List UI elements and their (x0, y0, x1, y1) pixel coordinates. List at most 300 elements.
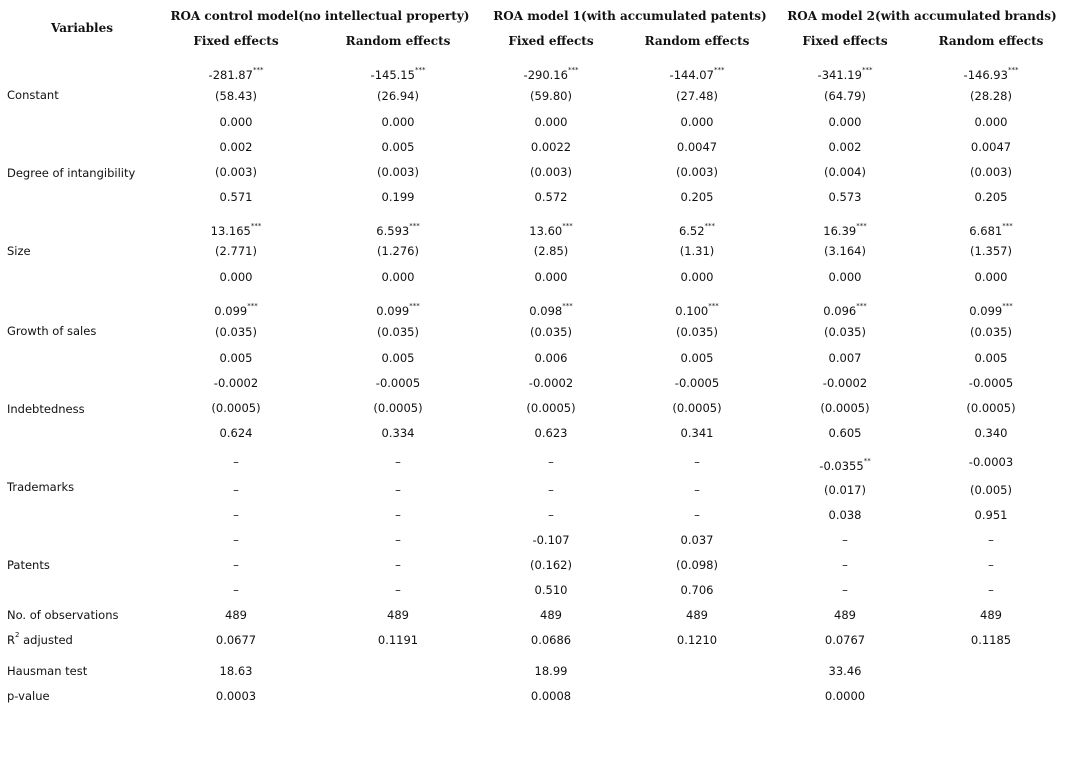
table-cell (395, 533, 401, 547)
table-cell (233, 455, 239, 469)
table-cell-text: 0.0047 (970, 140, 1012, 154)
table-cell-text: 0.100 (675, 304, 709, 318)
table-cell (676, 325, 718, 339)
table-cell (971, 140, 1011, 154)
table-cell (842, 583, 848, 597)
variable-label (7, 324, 96, 338)
table-cell-text: -0.0005 (375, 376, 421, 390)
table-cell-text: (28.28) (970, 89, 1012, 103)
table-cell (681, 426, 714, 440)
table-cell (819, 459, 870, 473)
table-cell-text: 0.002 (828, 140, 862, 154)
table-cell-text: (27.48) (676, 89, 718, 103)
table-cell-text: (26.94) (377, 89, 419, 103)
table-cell-text: – (395, 583, 401, 597)
stat-label (7, 689, 50, 703)
table-cell-text: 0.000 (680, 115, 714, 129)
stat-label-text: Hausman test (7, 664, 88, 678)
table-cell-text: – (548, 508, 554, 522)
table-cell (679, 224, 715, 238)
table-cell (382, 190, 415, 204)
table-cell-text: -0.0002 (822, 376, 868, 390)
table-cell (382, 140, 415, 154)
table-cell (823, 224, 866, 238)
table-cell (377, 165, 419, 179)
table-cell-text: (0.0005) (373, 401, 423, 415)
table-cell-text: 0.000 (381, 115, 415, 129)
table-cell (975, 270, 1008, 284)
stat-cell-text: 0.0003 (215, 689, 257, 703)
table-cell-text: – (233, 533, 239, 547)
subheader-random-text: Random effects (345, 34, 451, 48)
table-cell-text: – (548, 483, 554, 497)
table-cell (382, 351, 415, 365)
table-cell-text: – (233, 483, 239, 497)
variable-label-text: Constant (7, 88, 59, 102)
table-cell-text: 0.005 (381, 351, 415, 365)
variable-label (7, 244, 31, 258)
significance-stars: *** (252, 66, 264, 75)
table-cell (672, 401, 721, 415)
table-cell (694, 483, 700, 497)
table-cell (970, 89, 1012, 103)
table-cell (233, 533, 239, 547)
table-cell (215, 325, 257, 339)
table-cell-text: 0.706 (680, 583, 714, 597)
stat-cell (834, 608, 856, 622)
table-cell-text: 0.099 (969, 304, 1003, 318)
table-cell-text: 0.573 (828, 190, 862, 204)
table-cell-text: 0.000 (680, 270, 714, 284)
table-cell (376, 376, 420, 390)
stat-cell-text: 0.1185 (970, 633, 1012, 647)
table-cell-text: -0.107 (532, 533, 570, 547)
table-cell-text: 0.510 (534, 583, 568, 597)
stat-label (7, 608, 119, 622)
table-cell (829, 508, 862, 522)
table-cell-text: (0.035) (377, 325, 419, 339)
table-cell-text: 0.340 (974, 426, 1008, 440)
stat-cell-text: 0.0686 (530, 633, 572, 647)
table-cell (829, 270, 862, 284)
table-cell-text: – (395, 533, 401, 547)
table-cell (531, 140, 571, 154)
table-cell (969, 224, 1012, 238)
table-cell (829, 140, 862, 154)
stat-cell-text: 0.0008 (530, 689, 572, 703)
table-cell (548, 455, 554, 469)
stat-label (7, 633, 73, 647)
variable-label-text: Growth of sales (7, 324, 97, 338)
table-cell-text: – (988, 583, 994, 597)
table-cell-text: (0.035) (824, 325, 866, 339)
table-cell-text: 0.005 (680, 351, 714, 365)
table-cell (395, 508, 401, 522)
table-cell-text: – (694, 483, 700, 497)
table-cell-text: -281.87 (208, 68, 253, 82)
table-cell (233, 558, 239, 572)
table-cell (526, 401, 575, 415)
stat-cell-text: 18.99 (534, 664, 568, 678)
table-cell-text: – (395, 483, 401, 497)
table-cell-text: 0.096 (823, 304, 857, 318)
table-cell-text: -341.19 (817, 68, 862, 82)
table-cell-text: 0.000 (534, 115, 568, 129)
stat-cell (825, 689, 865, 703)
table-cell (970, 165, 1012, 179)
table-cell (534, 244, 569, 258)
table-cell (824, 89, 866, 103)
table-cell (829, 115, 862, 129)
table-cell (535, 351, 568, 365)
table-cell (675, 376, 719, 390)
table-cell-text: 0.000 (828, 270, 862, 284)
significance-stars: *** (409, 302, 420, 311)
stat-cell (531, 689, 571, 703)
table-cell-text: 0.000 (828, 115, 862, 129)
table-cell (214, 376, 258, 390)
stat-label-rest: adjusted (19, 633, 73, 647)
variable-label (7, 166, 135, 180)
stat-label-text: p-value (7, 689, 50, 703)
table-cell (969, 304, 1012, 318)
stat-cell (980, 608, 1002, 622)
table-cell-text: – (233, 583, 239, 597)
table-cell-text: -145.15 (370, 68, 415, 82)
table-cell-text: 0.571 (219, 190, 253, 204)
table-cell (675, 304, 718, 318)
table-cell (371, 68, 426, 82)
table-cell-text: 0.000 (974, 115, 1008, 129)
table-cell-text: (64.79) (824, 89, 866, 103)
table-cell-text: – (395, 558, 401, 572)
table-cell-text: (1.276) (377, 244, 419, 258)
table-cell (215, 244, 257, 258)
table-cell-text: (0.035) (530, 325, 572, 339)
table-cell (209, 68, 264, 82)
table-cell (377, 325, 419, 339)
table-cell (376, 224, 419, 238)
table-cell-text: 0.000 (534, 270, 568, 284)
model-group-header (493, 9, 766, 23)
table-cell (395, 583, 401, 597)
stat-cell (531, 633, 571, 647)
stat-cell (225, 608, 247, 622)
table-cell-text: 6.52 (678, 224, 705, 238)
subheader-fixed (193, 34, 278, 48)
model-group-header-text: ROA control model(no intellectual property) (170, 9, 470, 23)
subheader-fixed-text: Fixed effects (802, 34, 888, 48)
table-cell (532, 533, 569, 547)
significance-stars: ** (863, 457, 871, 466)
table-cell (530, 325, 572, 339)
table-cell (694, 455, 700, 469)
table-cell-text: 0.000 (219, 270, 253, 284)
table-cell (975, 115, 1008, 129)
table-cell (670, 68, 725, 82)
table-cell-text: 6.593 (376, 224, 410, 238)
table-cell (820, 401, 869, 415)
table-cell-text: (0.003) (377, 165, 419, 179)
table-cell-text: (0.162) (530, 558, 572, 572)
table-cell-text: 0.624 (219, 426, 253, 440)
table-cell (548, 483, 554, 497)
table-cell-text: (0.003) (215, 165, 257, 179)
subheader-fixed-text: Fixed effects (193, 34, 279, 48)
table-cell-text: 13.165 (210, 224, 251, 238)
table-cell-text: 0.005 (219, 351, 253, 365)
table-cell-text: (0.035) (970, 325, 1012, 339)
table-cell-text: 0.005 (381, 140, 415, 154)
table-cell (681, 190, 714, 204)
table-cell-text: – (988, 558, 994, 572)
table-cell (969, 455, 1013, 469)
table-cell-text: -290.16 (523, 68, 568, 82)
table-cell (395, 455, 401, 469)
table-cell (220, 426, 253, 440)
table-cell (681, 533, 714, 547)
variable-label-text: Patents (7, 558, 50, 572)
subheader-random-text: Random effects (644, 34, 750, 48)
significance-stars: *** (704, 222, 716, 231)
table-cell-text: (3.164) (824, 244, 866, 258)
table-cell (395, 483, 401, 497)
table-cell (535, 115, 568, 129)
table-cell (220, 351, 253, 365)
table-cell-text: 0.199 (381, 190, 415, 204)
table-cell-text: (0.0005) (672, 401, 722, 415)
table-cell (233, 483, 239, 497)
table-cell-text: – (548, 455, 554, 469)
table-cell (377, 89, 419, 103)
table-cell-text: (0.003) (970, 165, 1012, 179)
stat-cell-text: 33.46 (828, 664, 862, 678)
table-cell-text: (0.003) (530, 165, 572, 179)
table-cell-text: -0.0003 (968, 455, 1014, 469)
table-cell (214, 304, 257, 318)
stat-cell (971, 633, 1011, 647)
table-cell-text: 0.341 (680, 426, 714, 440)
stat-cell (378, 633, 418, 647)
table-cell-text: (0.035) (676, 325, 718, 339)
table-cell (681, 115, 714, 129)
table-cell (988, 558, 994, 572)
table-cell (524, 68, 579, 82)
significance-stars: *** (409, 222, 420, 231)
stat-cell (825, 633, 865, 647)
table-cell (220, 115, 253, 129)
table-cell (824, 483, 866, 497)
table-cell (823, 376, 867, 390)
stat-cell (535, 664, 568, 678)
table-cell (529, 224, 572, 238)
stat-cell-text: 0.0767 (824, 633, 866, 647)
table-cell (220, 140, 253, 154)
table-cell-text: -0.0005 (968, 376, 1014, 390)
stat-label-text: No. of observations (7, 608, 119, 622)
table-cell-text: (0.0005) (211, 401, 261, 415)
variables-header: Variables (51, 21, 113, 35)
table-cell-text: – (694, 455, 700, 469)
table-cell (681, 270, 714, 284)
stat-cell-text: 0.1210 (676, 633, 718, 647)
table-cell (211, 401, 260, 415)
stat-cell-text: 489 (980, 608, 1002, 622)
table-cell (970, 483, 1012, 497)
model-group-header (787, 9, 1056, 23)
significance-stars: *** (562, 222, 573, 231)
table-cell (529, 304, 572, 318)
table-cell-text: -0.0002 (213, 376, 259, 390)
significance-stars: *** (856, 222, 867, 231)
stat-cell-text: 489 (225, 608, 247, 622)
table-cell-text: -144.07 (669, 68, 714, 82)
significance-stars: *** (1002, 222, 1013, 231)
significance-stars: *** (861, 66, 873, 75)
table-cell-text: – (395, 455, 401, 469)
table-cell (395, 558, 401, 572)
stat-cell-text: 0.0677 (215, 633, 257, 647)
table-cell (215, 165, 257, 179)
table-cell-text: 0.002 (219, 140, 253, 154)
table-cell-text: (0.035) (215, 325, 257, 339)
table-cell (233, 583, 239, 597)
variable-label-text: Size (7, 244, 31, 258)
table-cell-text: 0.007 (828, 351, 862, 365)
table-cell-text: 13.60 (529, 224, 563, 238)
table-cell (676, 89, 718, 103)
variable-label-text: Degree of intangibility (7, 166, 136, 180)
stat-cell-text: 489 (834, 608, 856, 622)
table-cell (220, 270, 253, 284)
table-cell (535, 190, 568, 204)
table-cell (964, 68, 1019, 82)
table-cell (818, 68, 873, 82)
table-cell-text: 0.000 (381, 270, 415, 284)
stat-cell (686, 608, 708, 622)
table-cell-text: (58.43) (215, 89, 257, 103)
table-cell (829, 190, 862, 204)
table-cell (676, 165, 718, 179)
subheader-random (645, 34, 750, 48)
table-cell-text: -0.0355 (819, 459, 864, 473)
table-cell-text: 0.099 (214, 304, 248, 318)
table-cell-text: – (842, 583, 848, 597)
table-cell-text: 0.0047 (676, 140, 718, 154)
model-group-header-text: ROA model 1(with accumulated patents) (493, 9, 767, 23)
table-cell (681, 583, 714, 597)
significance-stars: *** (250, 222, 262, 231)
table-cell (382, 115, 415, 129)
variable-label (7, 558, 50, 572)
significance-stars: *** (1002, 302, 1013, 311)
significance-stars: *** (414, 66, 426, 75)
table-cell-text: 0.037 (680, 533, 714, 547)
table-cell (376, 304, 419, 318)
table-cell-text: (0.004) (824, 165, 866, 179)
table-cell (988, 583, 994, 597)
table-cell (824, 325, 866, 339)
table-cell (829, 426, 862, 440)
table-cell-text: (0.017) (824, 483, 866, 497)
table-cell (233, 508, 239, 522)
table-cell-text: – (842, 558, 848, 572)
stat-cell (387, 608, 409, 622)
stat-label (7, 664, 87, 678)
table-cell (530, 165, 572, 179)
significance-stars: *** (247, 302, 258, 311)
subheader-fixed (508, 34, 593, 48)
model-group-header-text: ROA model 2(with accumulated brands) (787, 9, 1057, 23)
table-cell-text: (0.003) (676, 165, 718, 179)
table-cell (694, 508, 700, 522)
table-cell (975, 508, 1008, 522)
table-cell-text: (59.80) (530, 89, 572, 103)
table-cell-text: 0.098 (529, 304, 563, 318)
table-cell (970, 325, 1012, 339)
table-cell-text: (1.31) (679, 244, 715, 258)
significance-stars: *** (713, 66, 725, 75)
table-cell-text: -0.0002 (528, 376, 574, 390)
table-cell (680, 244, 715, 258)
stat-cell (829, 664, 862, 678)
table-cell-text: (0.0005) (966, 401, 1016, 415)
variable-label-text: Trademarks (7, 480, 75, 494)
table-cell (373, 401, 422, 415)
table-cell-text: -146.93 (963, 68, 1008, 82)
table-cell (676, 558, 718, 572)
table-cell (548, 508, 554, 522)
variable-label (7, 402, 85, 416)
stat-cell (677, 633, 717, 647)
table-cell-text: 0.334 (381, 426, 415, 440)
table-cell-text: 0.205 (680, 190, 714, 204)
table-cell (382, 426, 415, 440)
table-cell (969, 376, 1013, 390)
table-cell-text: 0.099 (376, 304, 410, 318)
table-cell (535, 426, 568, 440)
table-cell (681, 351, 714, 365)
table-cell-text: 0.006 (534, 351, 568, 365)
table-cell (966, 401, 1015, 415)
table-cell (377, 244, 419, 258)
table-cell-text: (0.005) (970, 483, 1012, 497)
table-cell-text: – (233, 455, 239, 469)
table-cell-text: (0.0005) (526, 401, 576, 415)
table-cell-text: 0.572 (534, 190, 568, 204)
stat-cell-text: 489 (540, 608, 562, 622)
table-cell-text: 16.39 (823, 224, 857, 238)
significance-stars: *** (562, 302, 573, 311)
table-cell (829, 351, 862, 365)
significance-stars: *** (1007, 66, 1019, 75)
stat-cell (216, 633, 256, 647)
table-cell-text: – (694, 508, 700, 522)
table-cell-text: 6.681 (969, 224, 1003, 238)
table-cell (824, 244, 866, 258)
table-cell-text: 0.605 (828, 426, 862, 440)
subheader-random (346, 34, 451, 48)
subheader-random (939, 34, 1044, 48)
subheader-random-text: Random effects (938, 34, 1044, 48)
table-cell-text: (2.85) (533, 244, 569, 258)
table-cell (211, 224, 262, 238)
table-cell-text: – (395, 508, 401, 522)
significance-stars: *** (856, 302, 867, 311)
table-cell (530, 89, 572, 103)
table-cell-text: -0.0005 (674, 376, 720, 390)
table-cell (975, 426, 1008, 440)
